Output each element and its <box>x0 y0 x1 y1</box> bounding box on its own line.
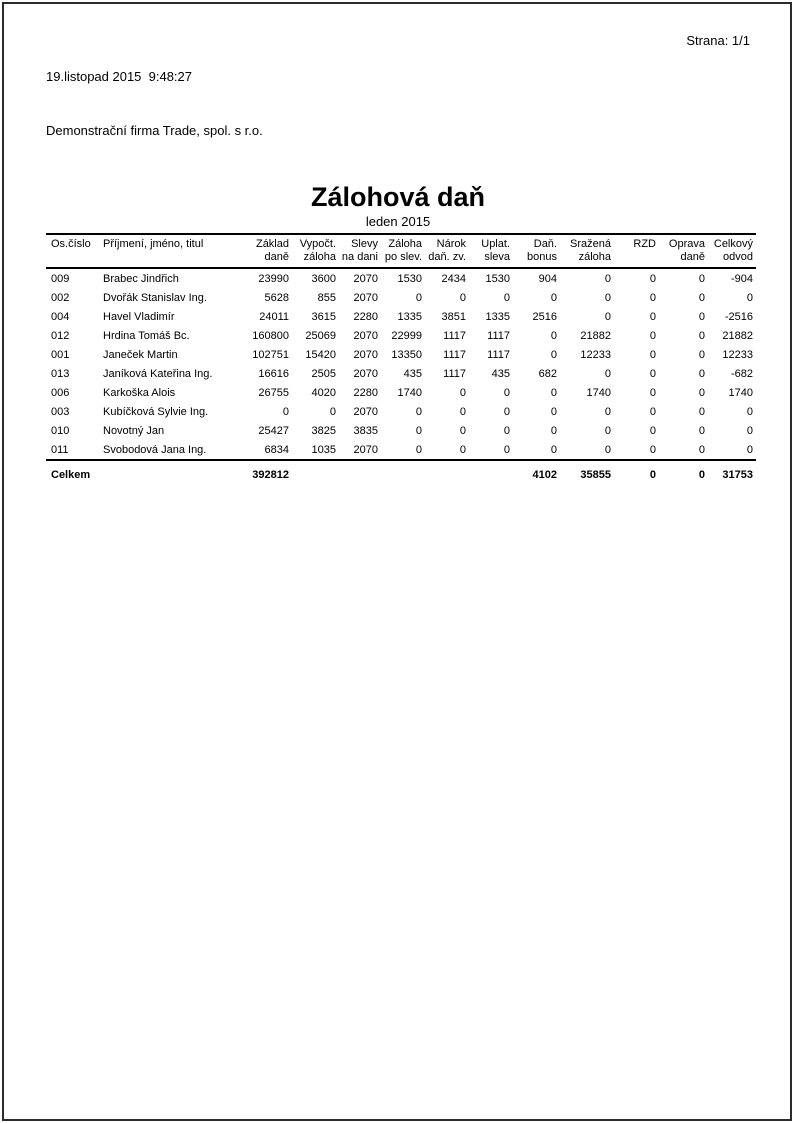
cell-r0-c1: Brabec Jindřich <box>103 272 179 285</box>
cell-r6-c12: 1740 <box>728 386 753 399</box>
cell-r7-c0: 003 <box>51 405 70 418</box>
cell-r5-c2: 16616 <box>258 367 289 380</box>
cell-r3-c7: 1117 <box>487 329 510 342</box>
cell-r8-c1: Novotný Jan <box>103 424 165 437</box>
cell-r4-c0: 001 <box>51 348 70 361</box>
table-row <box>46 421 756 440</box>
cell-r2-c4: 2280 <box>353 310 378 323</box>
cell-r7-c4: 2070 <box>353 405 378 418</box>
cell-r7-c10: 0 <box>649 405 656 418</box>
cell-r2-c6: 3851 <box>441 310 466 323</box>
column-header-line1: Základ <box>255 238 289 250</box>
cell-r8-c0: 010 <box>51 424 70 437</box>
cell-r2-c12: -2516 <box>724 310 753 323</box>
cell-r9-c12: 0 <box>746 443 753 456</box>
cell-r5-c6: 1117 <box>443 367 466 380</box>
column-header-line2: odvod <box>723 251 753 263</box>
page-number: Strana: 1/1 <box>686 33 750 48</box>
table-row <box>46 383 756 402</box>
cell-r0-c4: 2070 <box>353 272 378 285</box>
cell-r3-c9: 21882 <box>580 329 611 342</box>
cell-r9-c10: 0 <box>649 443 656 456</box>
cell-r0-c12: -904 <box>730 272 753 285</box>
cell-r9-c3: 1035 <box>311 443 336 456</box>
cell-r8-c5: 0 <box>415 424 422 437</box>
cell-r3-c0: 012 <box>51 329 70 342</box>
cell-r5-c5: 435 <box>403 367 422 380</box>
table-row <box>46 402 756 421</box>
totals-cell-2 <box>339 460 381 486</box>
report-datetime: 19.listopad 2015 9:48:27 <box>46 69 193 84</box>
cell-r1-c3: 855 <box>317 291 336 304</box>
cell-r3-c11: 0 <box>698 329 705 342</box>
cell-r1-c10: 0 <box>649 291 656 304</box>
cell-r5-c0: 013 <box>51 367 70 380</box>
column-header-11 <box>659 234 708 268</box>
totals-cell-0: 392812 <box>244 460 292 486</box>
cell-r6-c0: 006 <box>51 386 70 399</box>
cell-r3-c1: Hrdina Tomáš Bc. <box>103 329 190 342</box>
column-header-line2: sleva <box>484 251 510 263</box>
cell-r4-c11: 0 <box>698 348 705 361</box>
cell-r1-c9: 0 <box>604 291 611 304</box>
column-header-line1: RZD <box>633 238 656 250</box>
cell-r2-c9: 0 <box>604 310 611 323</box>
cell-r8-c12: 0 <box>746 424 753 437</box>
cell-r3-c2: 160800 <box>252 329 289 342</box>
cell-r0-c3: 3600 <box>311 272 336 285</box>
column-header-line1: Záloha <box>388 238 422 250</box>
column-header-10 <box>614 234 659 268</box>
cell-r8-c4: 3835 <box>353 424 378 437</box>
column-header-line2: daně <box>264 251 289 263</box>
cell-r9-c4: 2070 <box>353 443 378 456</box>
cell-r2-c7: 1335 <box>485 310 510 323</box>
table-footer <box>46 460 756 486</box>
column-header-line2: záloha <box>303 251 336 263</box>
totals-cell-7: 35855 <box>560 460 614 486</box>
totals-cell-3 <box>381 460 425 486</box>
column-header-line1: Nárok <box>436 238 466 250</box>
cell-r8-c2: 25427 <box>258 424 289 437</box>
cell-r8-c10: 0 <box>649 424 656 437</box>
cell-r3-c10: 0 <box>649 329 656 342</box>
column-header-5 <box>381 234 425 268</box>
cell-r5-c7: 435 <box>491 367 510 380</box>
column-header-line1: Příjmení, jméno, titul <box>103 238 204 250</box>
cell-r6-c3: 4020 <box>311 386 336 399</box>
column-header-9 <box>560 234 614 268</box>
cell-r1-c7: 0 <box>503 291 510 304</box>
column-header-3 <box>292 234 339 268</box>
cell-r2-c11: 0 <box>698 310 705 323</box>
cell-r9-c7: 0 <box>503 443 510 456</box>
report-title: Zálohová daň <box>310 182 486 212</box>
cell-r4-c12: 12233 <box>722 348 753 361</box>
cell-r8-c3: 3825 <box>311 424 336 437</box>
column-header-line2 <box>51 251 95 264</box>
cell-r0-c0: 009 <box>51 272 70 285</box>
cell-r6-c10: 0 <box>649 386 656 399</box>
cell-r2-c1: Havel Vladimír <box>103 310 175 323</box>
cell-r9-c9: 0 <box>604 443 611 456</box>
cell-r5-c1: Janíková Kateřina Ing. <box>103 367 213 380</box>
cell-r3-c5: 22999 <box>391 329 422 342</box>
column-header-line1: Sražená <box>570 238 611 250</box>
column-header-line2 <box>614 251 656 264</box>
cell-r4-c9: 12233 <box>580 348 611 361</box>
column-header-line2: na dani <box>341 251 378 263</box>
cell-r0-c9: 0 <box>604 272 611 285</box>
cell-r1-c2: 5628 <box>264 291 289 304</box>
column-header-line2: záloha <box>578 251 611 263</box>
cell-r9-c1: Svobodová Jana Ing. <box>103 443 207 456</box>
cell-r5-c10: 0 <box>649 367 656 380</box>
cell-r3-c8: 0 <box>550 329 557 342</box>
report-period: leden 2015 <box>365 214 431 229</box>
column-header-line2: bonus <box>527 251 557 263</box>
cell-r2-c5: 1335 <box>397 310 422 323</box>
cell-r5-c4: 2070 <box>353 367 378 380</box>
column-header-line2: daně <box>680 251 705 263</box>
column-header-line2: po slev. <box>384 251 422 263</box>
totals-row <box>46 460 756 486</box>
cell-r3-c4: 2070 <box>353 329 378 342</box>
table-header <box>46 234 756 268</box>
cell-r5-c3: 2505 <box>311 367 336 380</box>
cell-r2-c8: 2516 <box>532 310 557 323</box>
cell-r0-c6: 2434 <box>441 272 466 285</box>
table-row <box>46 288 756 307</box>
cell-r1-c5: 0 <box>415 291 422 304</box>
table-row <box>46 364 756 383</box>
cell-r9-c5: 0 <box>415 443 422 456</box>
cell-r7-c12: 0 <box>746 405 753 418</box>
cell-r0-c10: 0 <box>649 272 656 285</box>
totals-cell-9: 0 <box>659 460 708 486</box>
cell-r4-c3: 15420 <box>305 348 336 361</box>
cell-r7-c11: 0 <box>698 405 705 418</box>
cell-r6-c6: 0 <box>459 386 466 399</box>
column-header-6 <box>425 234 469 268</box>
column-header-line1: Slevy <box>351 238 378 250</box>
cell-r2-c3: 3615 <box>311 310 336 323</box>
totals-cell-8: 0 <box>614 460 659 486</box>
column-header-4 <box>339 234 381 268</box>
column-header-line1: Daň. <box>533 238 557 250</box>
table-row <box>46 440 756 460</box>
cell-r5-c9: 0 <box>604 367 611 380</box>
column-header-8 <box>513 234 560 268</box>
totals-cell-5 <box>469 460 513 486</box>
cell-r8-c6: 0 <box>459 424 466 437</box>
cell-r1-c12: 0 <box>746 291 753 304</box>
cell-r4-c8: 0 <box>550 348 557 361</box>
header-row <box>46 234 756 268</box>
cell-r9-c0: 011 <box>51 443 69 456</box>
cell-r0-c8: 904 <box>538 272 557 285</box>
cell-r3-c3: 25069 <box>305 329 336 342</box>
totals-label: Celkem <box>46 460 244 486</box>
column-header-2 <box>244 234 292 268</box>
cell-r6-c5: 1740 <box>397 386 422 399</box>
cell-r7-c5: 0 <box>415 405 422 418</box>
cell-r8-c11: 0 <box>698 424 705 437</box>
report-header-left <box>46 32 263 176</box>
totals-cell-1 <box>292 460 339 486</box>
cell-r6-c1: Karkoška Alois <box>103 386 176 399</box>
column-header-line1: Celkový <box>713 238 753 250</box>
cell-r9-c2: 6834 <box>264 443 289 456</box>
cell-r7-c2: 0 <box>282 405 289 418</box>
cell-r6-c11: 0 <box>698 386 705 399</box>
totals-cell-10: 31753 <box>708 460 756 486</box>
cell-r9-c8: 0 <box>550 443 557 456</box>
column-header-line1: Uplat. <box>481 238 510 250</box>
tax-advance-table <box>46 233 756 486</box>
cell-r6-c8: 0 <box>550 386 557 399</box>
cell-r0-c5: 1530 <box>397 272 422 285</box>
cell-r4-c5: 13350 <box>391 348 422 361</box>
cell-r7-c7: 0 <box>503 405 510 418</box>
cell-r4-c1: Janeček Martin <box>103 348 178 361</box>
column-header-line2: daň. zv. <box>428 251 466 263</box>
cell-r4-c2: 102751 <box>252 348 289 361</box>
report-header <box>46 32 750 176</box>
cell-r2-c10: 0 <box>649 310 656 323</box>
table-row <box>46 307 756 326</box>
cell-r8-c7: 0 <box>503 424 510 437</box>
totals-cell-4 <box>425 460 469 486</box>
cell-r6-c7: 0 <box>503 386 510 399</box>
table-row <box>46 326 756 345</box>
cell-r0-c11: 0 <box>698 272 705 285</box>
cell-r8-c8: 0 <box>550 424 557 437</box>
report-page <box>2 2 792 1121</box>
cell-r2-c2: 24011 <box>259 310 289 323</box>
cell-r6-c9: 1740 <box>586 386 611 399</box>
table-body <box>46 268 756 460</box>
cell-r9-c6: 0 <box>459 443 466 456</box>
cell-r7-c3: 0 <box>329 405 336 418</box>
cell-r3-c6: 1117 <box>443 329 466 342</box>
totals-cell-6: 4102 <box>513 460 560 486</box>
cell-r6-c4: 2280 <box>353 386 378 399</box>
cell-r7-c6: 0 <box>459 405 466 418</box>
column-header-0 <box>46 234 98 268</box>
cell-r4-c4: 2070 <box>353 348 378 361</box>
column-header-line1: Oprava <box>668 238 705 250</box>
cell-r5-c8: 682 <box>538 367 557 380</box>
cell-r3-c12: 21882 <box>722 329 753 342</box>
column-header-line1: Vypočt. <box>299 238 336 250</box>
column-header-12 <box>708 234 756 268</box>
cell-r0-c7: 1530 <box>485 272 510 285</box>
cell-r7-c1: Kubíčková Sylvie Ing. <box>103 405 209 418</box>
table-row <box>46 268 756 288</box>
cell-r6-c2: 26755 <box>258 386 289 399</box>
column-header-line1: Os.číslo <box>51 238 91 250</box>
column-header-line2 <box>103 251 241 264</box>
cell-r4-c10: 0 <box>649 348 656 361</box>
cell-r0-c2: 23990 <box>258 272 289 285</box>
company-name: Demonstrační firma Trade, spol. s r.o. <box>46 123 263 138</box>
cell-r1-c6: 0 <box>459 291 466 304</box>
table-row <box>46 345 756 364</box>
cell-r1-c11: 0 <box>698 291 705 304</box>
cell-r4-c6: 1117 <box>443 348 466 361</box>
cell-r9-c11: 0 <box>698 443 705 456</box>
cell-r7-c8: 0 <box>550 405 557 418</box>
cell-r2-c0: 004 <box>51 310 70 323</box>
cell-r4-c7: 1117 <box>487 348 510 361</box>
cell-r1-c1: Dvořák Stanislav Ing. <box>103 291 207 304</box>
column-header-1 <box>98 234 244 268</box>
cell-r1-c0: 002 <box>51 291 70 304</box>
cell-r5-c12: -682 <box>730 367 753 380</box>
column-header-7 <box>469 234 513 268</box>
cell-r1-c8: 0 <box>550 291 557 304</box>
cell-r1-c4: 2070 <box>353 291 378 304</box>
cell-r8-c9: 0 <box>604 424 611 437</box>
cell-r5-c11: 0 <box>698 367 705 380</box>
cell-r7-c9: 0 <box>604 405 611 418</box>
